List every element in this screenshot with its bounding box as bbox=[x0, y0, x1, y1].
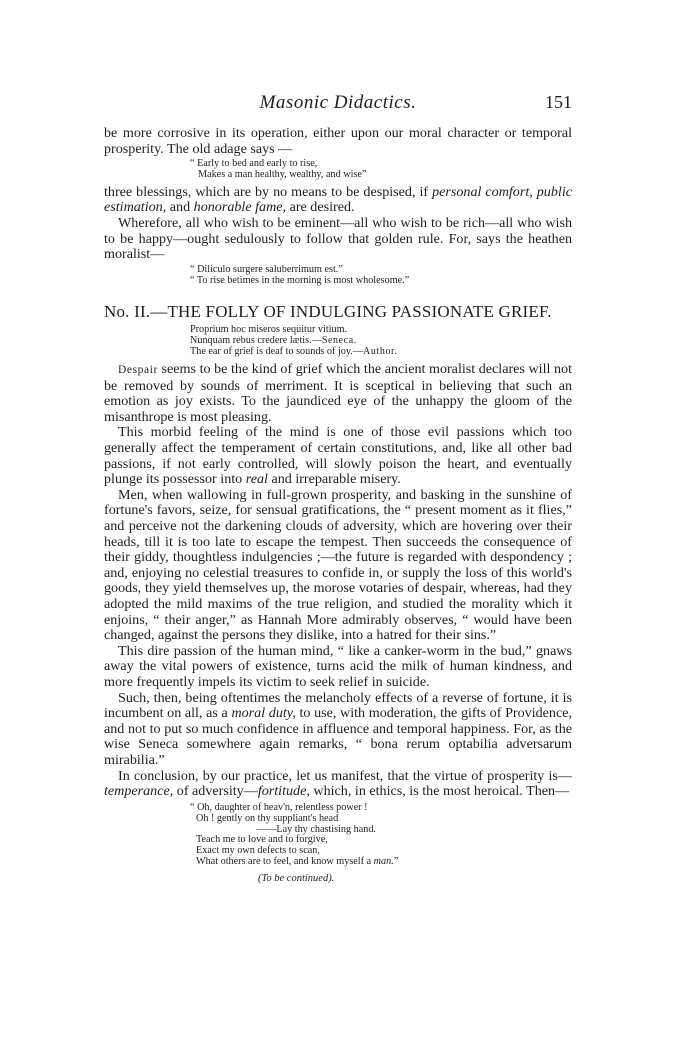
paragraph bbox=[104, 691, 572, 769]
poem-line bbox=[190, 857, 572, 868]
text-run: This morbid feeling of the mind is one of those evil passions which too generally affect the temperament of certain constitutions, and, like all other bad passions, if not early controlled, will slowly poison the heart, and eventually plunge its possessor into bbox=[104, 424, 572, 488]
text-run: three blessings, which are by no means to be despised, if bbox=[104, 183, 433, 200]
italic-run: honorable fame, bbox=[193, 199, 287, 216]
text-run: and bbox=[166, 199, 194, 216]
italic-run: moral duty, bbox=[231, 705, 296, 722]
text-run: Such, then, being oftentimes the melancholy effects of a reverse of fortune, it is incumbent on all, as a bbox=[104, 689, 572, 722]
italic-run: personal comfort, public estimation, bbox=[104, 183, 572, 216]
text-run: of adversity— bbox=[173, 783, 258, 800]
poem-line: ——Lay thy chastising hand. bbox=[256, 823, 376, 835]
text-run: to use, with moderation, the gifts of Providence, and not to put so much confidence in affluence and temporal happiness. For, as the wise Seneca somewhere again remarks, “ bona rerum optabilia adversarum mirabilia.” bbox=[104, 705, 572, 768]
poem-line: Oh ! gently on thy suppliant's head bbox=[196, 812, 339, 824]
quote-line: “ Diliculo surgere saluberrimum est.” bbox=[190, 263, 343, 275]
continued-note: (To be continued). bbox=[258, 873, 335, 885]
epigraph-line bbox=[190, 347, 572, 358]
paragraph bbox=[104, 185, 572, 216]
latin-quote bbox=[190, 265, 572, 287]
small-caps-run: Despair bbox=[118, 364, 158, 377]
text-run: Nunquam rebus credere lætis.— bbox=[190, 335, 322, 347]
attribution: Author. bbox=[363, 346, 398, 358]
section-heading: No. II.—THE FOLLY OF INDULGING PASSIONATE GRIEF. bbox=[104, 302, 552, 322]
paragraph: be more corrosive in its operation, either upon our moral character or temporal prosperity. The old adage says — bbox=[104, 125, 572, 157]
paragraph: This dire passion of the human mind, “ like a canker-worm in the bud,” gnaws away the vital powers of existence, turns acid the milk of human kindness, and more frequently impels its victim to seek relief in suicide. bbox=[104, 642, 572, 690]
paragraph bbox=[104, 425, 572, 487]
text-run: and irreparable misery. bbox=[267, 471, 401, 488]
italic-run: temperance, bbox=[104, 783, 174, 800]
poem bbox=[190, 803, 572, 868]
text-run: which, in ethics, is the most heroical. Then— bbox=[309, 783, 570, 800]
quote-line: “ Early to bed and early to rise, bbox=[190, 158, 318, 170]
page-header bbox=[104, 92, 572, 116]
italic-run: fortitude, bbox=[257, 783, 310, 800]
text-run: What others are to feel, and know myself a bbox=[196, 856, 374, 868]
poem-line: Teach me to love and to forgive, bbox=[196, 834, 328, 846]
italic-run: man. bbox=[373, 856, 394, 868]
running-title: Masonic Didactics. bbox=[259, 92, 417, 113]
quote-line: Makes a man healthy, wealthy, and wise” bbox=[198, 168, 367, 180]
epigraph bbox=[190, 325, 572, 358]
poem-line: Exact my own defects to scan, bbox=[196, 845, 320, 857]
paragraph: Wherefore, all who wish to be eminent—all who wish to be rich—all who wish to be happy—ought sedulously to follow that golden rule. For, says the heathen moralist— bbox=[104, 214, 572, 263]
epigraph-line: Proprium hoc miseros sequitur vitium. bbox=[190, 324, 348, 336]
poem-line: “ Oh, daughter of heav'n, relentless power ! bbox=[190, 801, 368, 813]
page-number: 151 bbox=[545, 92, 572, 112]
italic-run: real bbox=[245, 471, 268, 488]
adage-quote bbox=[190, 159, 572, 181]
text-run: ” bbox=[393, 856, 399, 868]
page-body bbox=[104, 126, 572, 887]
text-run: are desired. bbox=[286, 199, 355, 216]
paragraph bbox=[104, 362, 572, 425]
paragraph: Men, when wallowing in full-grown prosperity, and basking in the sunshine of fortune's favors, seize, for sensual gratifications, the “ present moment as it flies,” and perceive not the darkening clouds of adversity, which are hovering over their heads, till it is too late to escape the tempest. Then succeeds the consequence of their giddy, thoughtless indulgencies ;—the future is regarded with despondency ; and, enjoying no celestial treasures to confide in, or supply the loss of this world's goods, they yield themselves up, the morose votaries of despair, whereas, had they adopted the mild maxims of the true religion, and studied the morality which it enjoins, “ their anger,” as Hannah More admirably observes, “ would have been changed, against the persons they dislike, into a hatred for their sins.” bbox=[104, 486, 572, 644]
paragraph bbox=[104, 769, 572, 800]
text-run: In conclusion, by our practice, let us manifest, that the virtue of prosperity is— bbox=[118, 767, 572, 784]
text-run: The ear of grief is deaf to sounds of joy.— bbox=[190, 346, 364, 358]
attribution: Seneca. bbox=[321, 335, 357, 347]
text-run: seems to be the kind of grief which the ancient moralist declares will not be removed by sounds of merriment. It is sceptical in believing that such an emotion as joy exists. To the jaundiced eye of the unhappy the gloom of the misanthrope is most pleasing. bbox=[104, 361, 572, 425]
quote-line: “ To rise betimes in the morning is most wholesome.” bbox=[190, 274, 410, 286]
